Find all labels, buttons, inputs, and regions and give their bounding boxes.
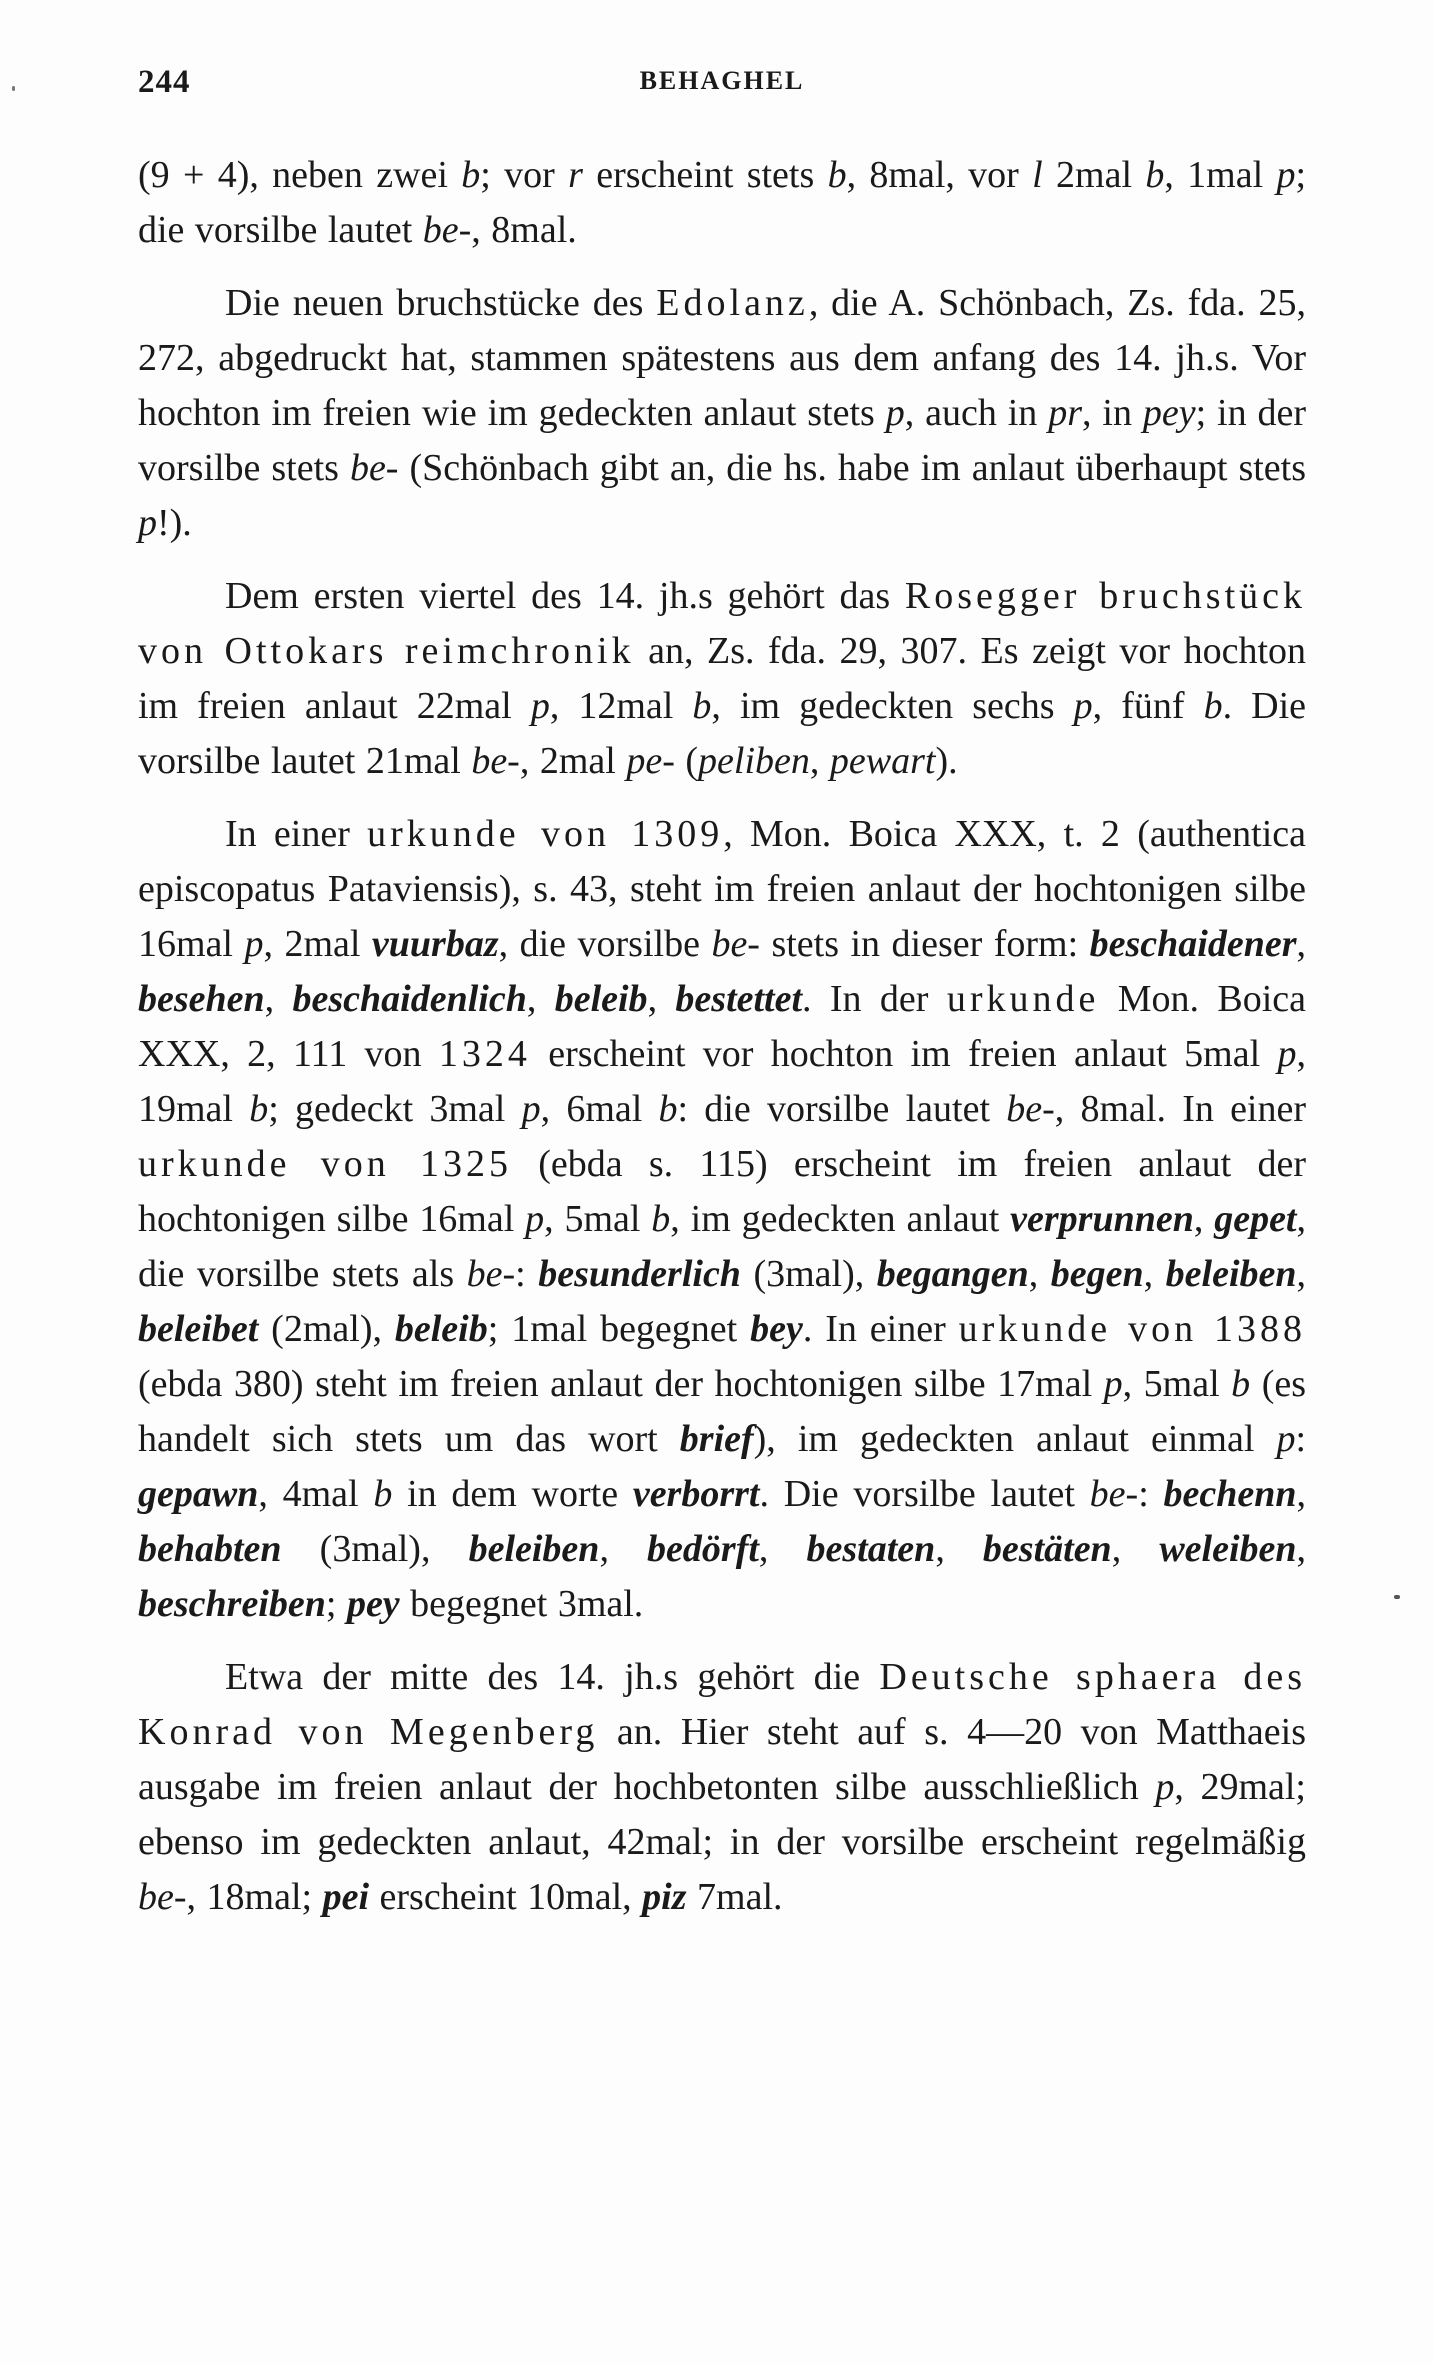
text-run: (3mal),	[281, 1528, 469, 1570]
italic-term: bestettet	[675, 978, 803, 1020]
spaced-term: urkunde	[946, 978, 1100, 1020]
text-run: . In einer	[802, 1308, 959, 1350]
italic-term: be-	[422, 209, 472, 251]
text-run: ; gedeckt 3mal	[268, 1088, 522, 1130]
text-run: ,	[1296, 1528, 1307, 1570]
text-run: (	[674, 740, 699, 782]
text-run: ,	[599, 1528, 648, 1570]
italic-term: verborrt	[632, 1473, 760, 1515]
paragraph	[138, 276, 1306, 551]
italic-term: bey	[750, 1308, 803, 1350]
italic-term: b	[692, 685, 712, 727]
italic-term: p	[1276, 1418, 1296, 1460]
text-run: in dem worte	[392, 1473, 633, 1515]
spaced-term: Rosegger bruchstück von Ottokars reimchronik	[138, 575, 1306, 672]
text-run: ).	[935, 740, 958, 782]
italic-term: beschreiben	[138, 1583, 326, 1625]
text-run: ,	[1193, 1198, 1215, 1240]
italic-term: peliben	[698, 740, 810, 782]
text-run: (2mal),	[258, 1308, 395, 1350]
italic-term: be-	[466, 1253, 516, 1295]
text-run: , 8mal.	[471, 209, 577, 251]
text-run: , 5mal	[544, 1198, 652, 1240]
text-run: begegnet 3mal.	[399, 1583, 644, 1625]
text-run: ; vor	[480, 154, 569, 196]
text-run: (ebda s. 115) erscheint im freien anlaut der hochtonigen silbe 16mal	[138, 1143, 1306, 1240]
italic-term: be-	[1089, 1473, 1139, 1515]
text-run: , die vorsilbe stets als	[138, 1198, 1306, 1295]
italic-term: b	[651, 1198, 671, 1240]
italic-term: be-	[471, 740, 520, 782]
italic-term: be-	[711, 923, 760, 965]
text-run: , die vorsilbe	[498, 923, 712, 965]
text-run: ,	[809, 740, 830, 782]
text-run: an. Hier steht auf s. 4—20 von Matthaeis ausgabe im freien anlaut der hochbetonten silbe ausschließlich	[138, 1711, 1306, 1808]
text-run: ; 1mal begegnet	[487, 1308, 751, 1350]
italic-term: bechenn	[1163, 1473, 1297, 1515]
italic-term: p	[530, 685, 550, 727]
italic-term: pei	[322, 1876, 370, 1918]
italic-term: p	[521, 1088, 541, 1130]
italic-term: b	[373, 1473, 393, 1515]
page-header	[138, 64, 1306, 124]
italic-term: bestaten	[806, 1528, 936, 1570]
text-run: , 8mal. In einer	[1054, 1088, 1307, 1130]
text-run: ,	[264, 978, 293, 1020]
italic-term: weleiben	[1159, 1528, 1297, 1570]
italic-term: pr	[1048, 392, 1082, 434]
italic-term: b	[1203, 685, 1223, 727]
text-run: Dem ersten viertel des 14. jh.s gehört das	[225, 575, 905, 617]
text-run: Mon. Boica XXX, 2, 111 von	[138, 978, 1306, 1075]
italic-term: behabten	[138, 1528, 282, 1570]
scan-speck	[12, 86, 15, 91]
text-run: , auch in	[904, 392, 1049, 434]
text-run: (ebda 380) steht im freien anlaut der hochtonigen silbe 17mal	[138, 1363, 1104, 1405]
text-run: ,	[1296, 1473, 1307, 1515]
italic-term: b	[827, 154, 847, 196]
italic-term: vuurbaz	[371, 923, 499, 965]
italic-term: gepet	[1214, 1198, 1297, 1240]
page-number: 244	[138, 64, 191, 100]
italic-term: p	[244, 923, 264, 965]
italic-term: p	[138, 502, 157, 544]
text-run: ,	[758, 1528, 807, 1570]
text-run: (3mal),	[740, 1253, 877, 1295]
text-run: ,	[1111, 1528, 1160, 1570]
text-run: , 12mal	[549, 685, 693, 727]
italic-term: begangen	[876, 1253, 1029, 1295]
italic-term: p	[1277, 1033, 1297, 1075]
spaced-term: urkunde von 1309	[367, 813, 724, 855]
italic-term: p	[1155, 1766, 1175, 1808]
text-run: ,	[935, 1528, 983, 1570]
italic-term: be-	[138, 1876, 187, 1918]
paragraph	[138, 807, 1306, 1632]
italic-term: p	[1103, 1363, 1123, 1405]
italic-term: b	[249, 1088, 269, 1130]
italic-term: beleibet	[138, 1308, 259, 1350]
italic-term: b	[461, 154, 481, 196]
text-run: :	[515, 1253, 539, 1295]
italic-term: piz	[642, 1876, 687, 1918]
text-run: stets in dieser form:	[759, 923, 1090, 965]
text-run: erscheint 10mal,	[369, 1876, 643, 1918]
text-run: : die vorsilbe lautet	[677, 1088, 1007, 1130]
text-run: , im gedeckten anlaut	[670, 1198, 1011, 1240]
italic-term: b	[1145, 154, 1165, 196]
italic-term: b	[1231, 1363, 1251, 1405]
text-run: ,	[1296, 1253, 1307, 1295]
scan-speck	[1394, 1595, 1400, 1599]
italic-term: besehen	[138, 978, 265, 1020]
spaced-term: urkunde von 1388	[958, 1308, 1306, 1350]
paragraph	[138, 569, 1306, 789]
text-run: , 6mal	[540, 1088, 659, 1130]
text-run: ,	[1296, 923, 1307, 965]
text-run: , 8mal, vor	[846, 154, 1033, 196]
italic-term: l	[1032, 154, 1043, 196]
italic-term: p	[885, 392, 905, 434]
text-run: 2mal	[1042, 154, 1146, 196]
italic-term: p	[525, 1198, 545, 1240]
text-run: , 29mal; ebenso im gedeckten anlaut, 42mal; in der vorsilbe erscheint regelmäßig	[138, 1766, 1306, 1863]
italic-term: besunderlich	[538, 1253, 741, 1295]
text-run: , Mon. Boica XXX, t. 2 (authentica episcopatus Pataviensis), s. 43, steht im freien anlaut der hochtonigen silbe 16mal	[138, 813, 1306, 965]
text-run: (Schönbach gibt an, die hs. habe im anlaut überhaupt stets	[398, 447, 1306, 489]
text-run: , 4mal	[258, 1473, 374, 1515]
text-run: , in	[1082, 392, 1143, 434]
italic-term: pewart	[829, 740, 936, 782]
italic-term: beleiben	[1165, 1253, 1297, 1295]
text-run: , 2mal	[263, 923, 372, 965]
text-run: In einer	[225, 813, 368, 855]
text-run: ,	[1028, 1253, 1051, 1295]
text-run: !).	[157, 502, 192, 544]
text-run: . Die vorsilbe lautet 21mal	[138, 685, 1306, 782]
text-run: Die neuen bruchstücke des	[225, 282, 657, 324]
italic-term: be-	[1006, 1088, 1055, 1130]
text-run: ), im gedeckten anlaut einmal	[753, 1418, 1277, 1460]
italic-term: pey	[1142, 392, 1196, 434]
italic-term: b	[658, 1088, 678, 1130]
paragraph	[138, 148, 1306, 258]
italic-term: beleib	[394, 1308, 488, 1350]
italic-term: gepawn	[138, 1473, 259, 1515]
text-run: (9 + 4), neben zwei	[138, 154, 462, 196]
italic-term: begen	[1050, 1253, 1144, 1295]
text-run: Etwa der mitte des 14. jh.s gehört die	[225, 1656, 880, 1698]
italic-term: beschaidener	[1089, 923, 1297, 965]
italic-term: pey	[346, 1583, 400, 1625]
italic-term: beschaidenlich	[292, 978, 527, 1020]
text-run: , 1mal	[1164, 154, 1277, 196]
spaced-term: urkunde von 1325	[138, 1143, 512, 1185]
italic-term: verprunnen	[1010, 1198, 1194, 1240]
spaced-term: Edolanz	[656, 282, 809, 324]
body-text	[138, 148, 1306, 1925]
text-run: . In der	[802, 978, 947, 1020]
text-run: :	[1138, 1473, 1164, 1515]
text-run: ,	[1143, 1253, 1166, 1295]
italic-term: p	[1073, 685, 1093, 727]
text-run: , 19mal	[138, 1033, 1307, 1130]
italic-term: bestäten	[982, 1528, 1112, 1570]
text-run: ; die vorsilbe lautet	[138, 154, 1306, 251]
running-head: BEHAGHEL	[639, 66, 805, 95]
italic-term: beleib	[554, 978, 648, 1020]
text-run: . Die vorsilbe lautet	[759, 1473, 1090, 1515]
paragraph	[138, 1650, 1306, 1925]
text-run: , 5mal	[1122, 1363, 1232, 1405]
text-run: (es handelt sich stets um das wort	[138, 1363, 1306, 1460]
text-run: , 18mal;	[186, 1876, 323, 1918]
text-run: , die A. Schönbach, Zs. fda. 25, 272, abgedruckt hat, stammen spätestens aus dem anfang des 14. jh.s. Vor hochton im freien wie im gedeckten anlaut stets	[138, 282, 1306, 434]
text-run: ,	[647, 978, 676, 1020]
spaced-term: Deutsche sphaera des Konrad von Megenberg	[138, 1656, 1306, 1753]
italic-term: be-	[349, 447, 399, 489]
text-run: ,	[526, 978, 555, 1020]
italic-term: beleiben	[468, 1528, 600, 1570]
italic-term: bedörft	[647, 1528, 759, 1570]
text-run: erscheint stets	[582, 154, 828, 196]
text-run: erscheint vor hochton im freien anlaut 5mal	[530, 1033, 1278, 1075]
text-run: 7mal.	[686, 1876, 783, 1918]
text-run: an, Zs. fda. 29, 307. Es zeigt vor hochton im freien anlaut 22mal	[138, 630, 1306, 727]
text-run: , 2mal	[519, 740, 627, 782]
text-run: ; in der vorsilbe stets	[138, 392, 1307, 489]
text-run: ;	[325, 1583, 347, 1625]
spaced-term: 1324	[438, 1033, 531, 1075]
italic-term: pe-	[626, 740, 675, 782]
text-run: , im gedeckten sechs	[711, 685, 1074, 727]
italic-term: brief	[679, 1418, 754, 1460]
italic-term: r	[568, 154, 583, 196]
italic-term: p	[1276, 154, 1296, 196]
text-run: :	[1295, 1418, 1307, 1460]
text-run: , fünf	[1092, 685, 1204, 727]
